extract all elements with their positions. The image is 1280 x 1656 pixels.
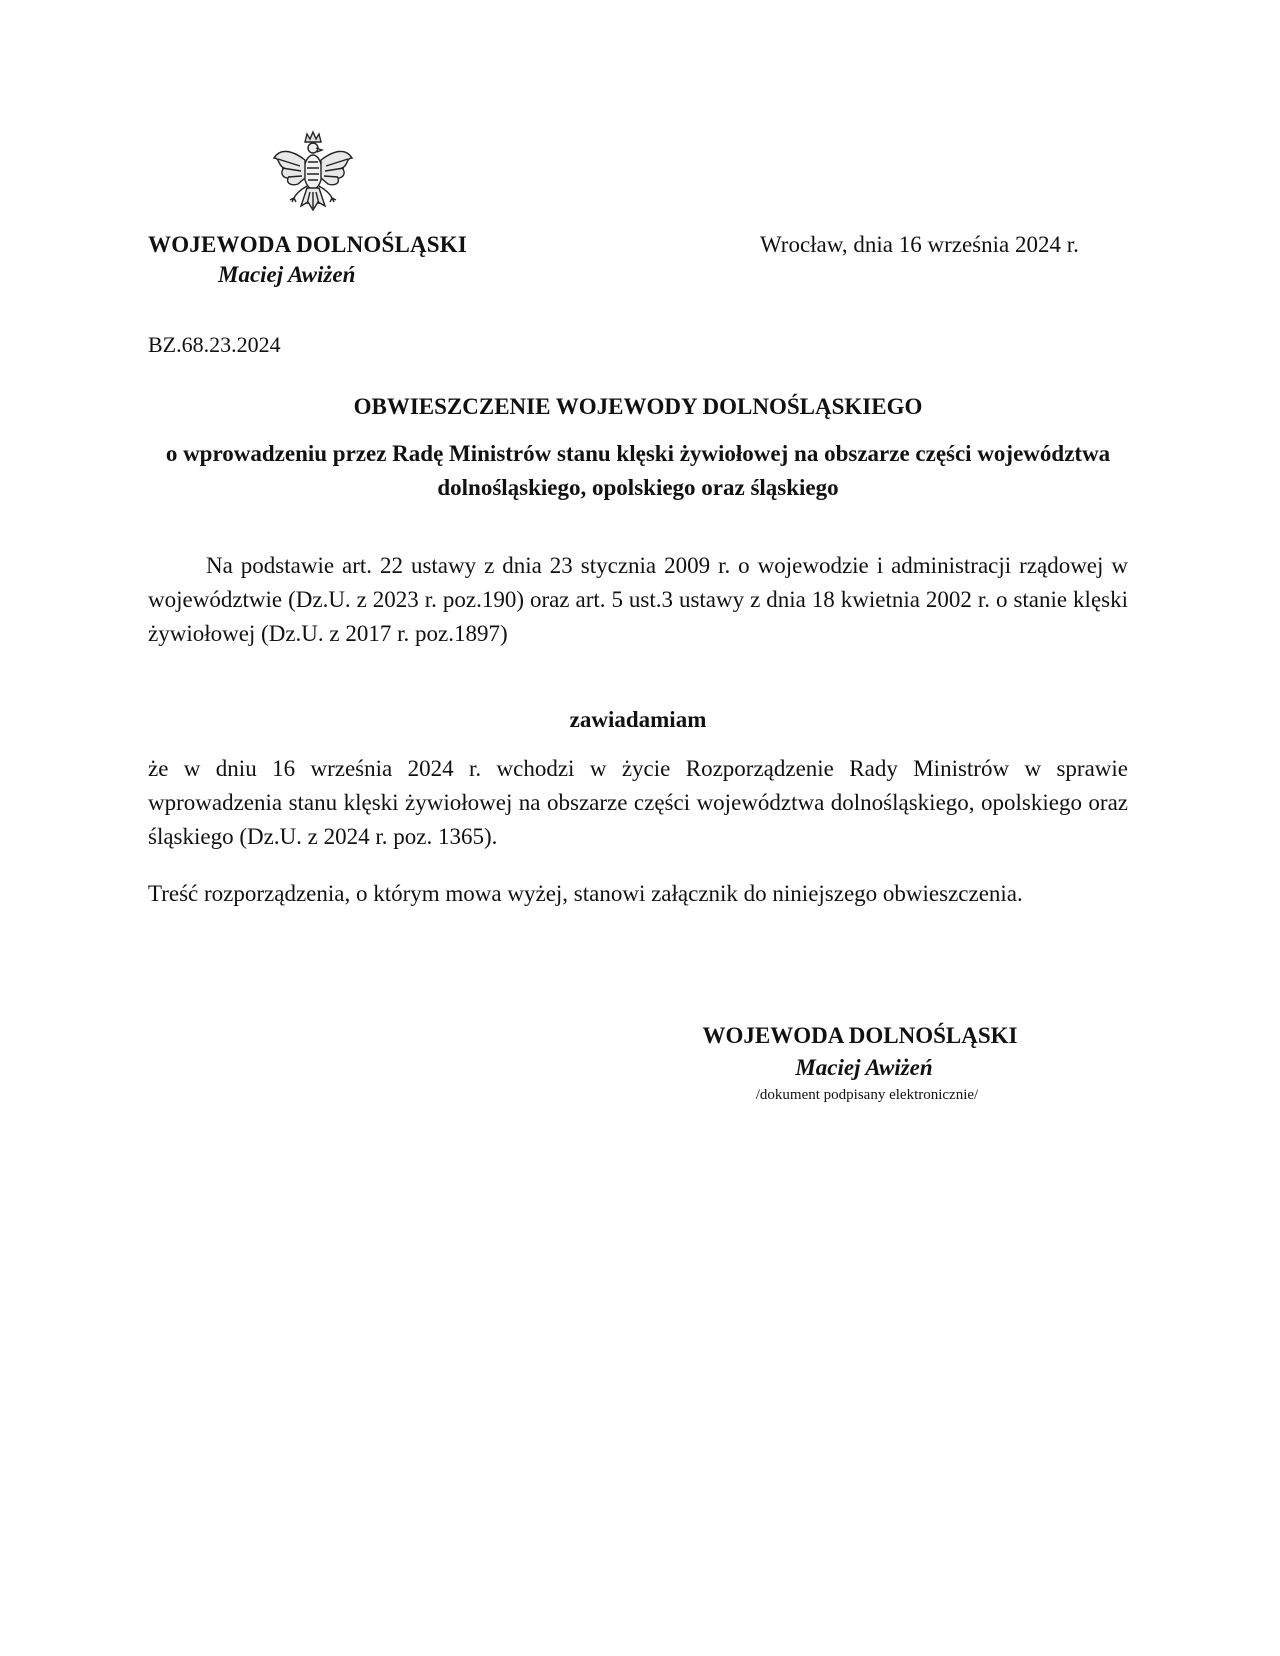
office-title: WOJEWODA DOLNOŚLĄSKI bbox=[148, 232, 468, 257]
legal-basis-paragraph: Na podstawie art. 22 ustawy z dnia 23 stycznia 2009 r. o wojewodzie i administracji rządowej w województwie (Dz.U. z 2023 r. poz.190) oraz art. 5 ust.3 ustawy z dnia 18 kwietnia 2002 r. o stanie klęski żywiołowej (Dz.U. z 2017 r. poz.1897) bbox=[148, 553, 1128, 646]
signature-note: /dokument podpisany elektronicznie/ bbox=[755, 1087, 979, 1103]
signature-title: WOJEWODA DOLNOŚLĄSKI bbox=[702, 1023, 1018, 1048]
document-title: OBWIESZCZENIE WOJEWODY DOLNOŚLĄSKIEGO bbox=[353, 394, 923, 419]
content-paragraph: Treść rozporządzenia, o którym mowa wyżej, stanowi załącznik do niniejszego obwieszczenia. bbox=[148, 881, 1023, 906]
document-subtitle: o wprowadzeniu przez Radę Ministrów stanu klęski żywiołowej na obszarze części województwa dolnośląskiego, opolskiego oraz śląskiego bbox=[165, 441, 1111, 500]
signature-name: Maciej Awiżeń bbox=[795, 1055, 933, 1080]
effect-paragraph: że w dniu 16 września 2024 r. wchodzi w życie Rozporządzenie Rady Ministrów w sprawie wprowadzenia stanu klęski żywiołowej na obszarze części województwa dolnośląskiego, opolskiego oraz śląskiego (Dz.U. z 2024 r. poz. 1365). bbox=[148, 756, 1128, 849]
document-date: Wrocław, dnia 16 września 2024 r. bbox=[760, 232, 1079, 257]
announcement-heading: zawiadamiam bbox=[569, 707, 707, 732]
office-holder-name: Maciej Awiżeń bbox=[218, 262, 356, 287]
signature-block bbox=[660, 1020, 1060, 1106]
issuing-office-block bbox=[148, 230, 508, 290]
reference-number: BZ.68.23.2024 bbox=[148, 332, 281, 357]
polish-eagle-emblem-icon bbox=[270, 128, 356, 224]
